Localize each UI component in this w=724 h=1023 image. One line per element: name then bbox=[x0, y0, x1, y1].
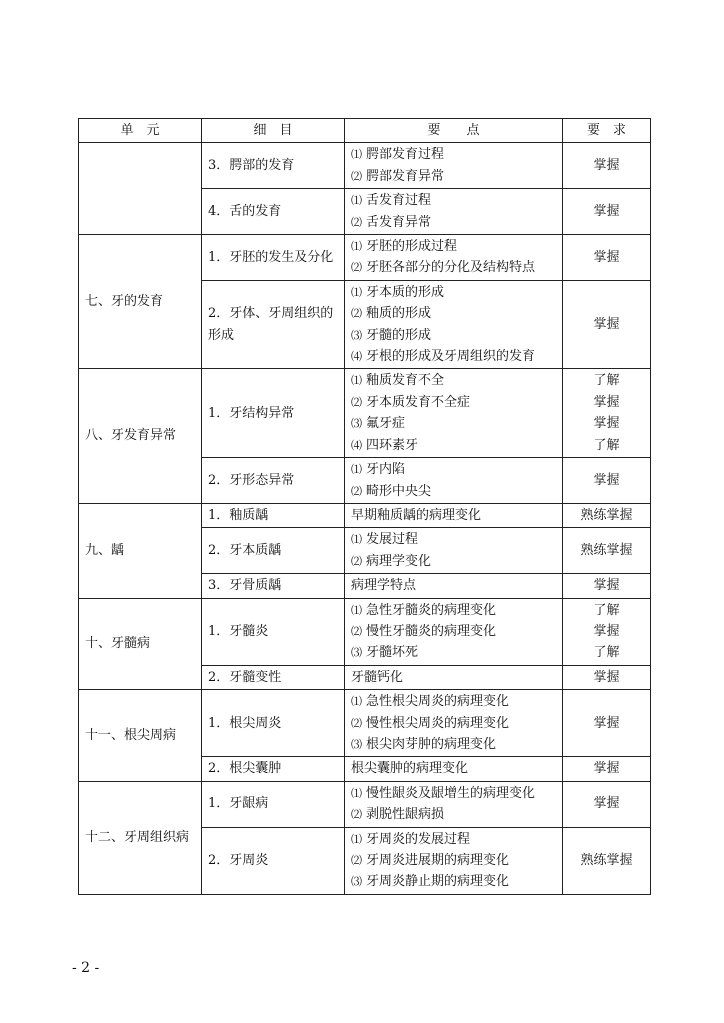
item-cell: 1．根尖周炎 bbox=[202, 690, 345, 757]
point-line bbox=[351, 505, 556, 526]
requirement-level: 掌握 bbox=[593, 796, 620, 812]
point-number: ⑵ bbox=[351, 854, 362, 867]
requirement-level: 了解 bbox=[593, 645, 620, 661]
point-line bbox=[351, 804, 556, 825]
requirement-level: 掌握 bbox=[593, 623, 620, 639]
table-row bbox=[79, 781, 651, 827]
point-number: ⑴ bbox=[351, 374, 362, 388]
point-text: 釉质的形成 bbox=[366, 306, 432, 322]
unit-cell: 七、牙的发育 bbox=[79, 235, 202, 369]
point-line bbox=[351, 713, 556, 734]
requirement-cell bbox=[563, 143, 651, 189]
requirement-cell bbox=[563, 235, 651, 281]
requirement-level: 了解 bbox=[593, 437, 620, 453]
point-text: 腭部发育异常 bbox=[366, 168, 445, 184]
header-points: 要 点 bbox=[345, 119, 563, 143]
unit-cell: 十一、根尖周病 bbox=[79, 690, 202, 782]
point-line bbox=[351, 282, 556, 303]
point-line bbox=[351, 392, 556, 413]
point-line bbox=[351, 481, 556, 502]
point-number: ⑵ bbox=[351, 484, 362, 498]
item-cell: 1．釉质龋 bbox=[202, 503, 345, 527]
point-number: ⑶ bbox=[351, 737, 362, 751]
header-unit: 单 元 bbox=[79, 119, 202, 143]
requirement-cell bbox=[563, 598, 651, 665]
point-line bbox=[351, 190, 556, 211]
point-number: ⑴ bbox=[351, 786, 362, 800]
point-number: ⑵ bbox=[351, 554, 362, 568]
point-number: ⑷ bbox=[351, 438, 362, 452]
point-number: ⑴ bbox=[351, 832, 362, 846]
point-number: ⑴ bbox=[351, 603, 362, 617]
requirement-level: 掌握 bbox=[593, 203, 620, 219]
table-body bbox=[79, 143, 651, 894]
point-text: 病理学变化 bbox=[366, 553, 432, 569]
point-text: 病理学特点 bbox=[351, 578, 417, 594]
header-requirement: 要 求 bbox=[563, 119, 651, 143]
requirement-cell bbox=[563, 757, 651, 781]
point-text: 牙髓钙化 bbox=[351, 669, 404, 685]
points-cell bbox=[345, 690, 563, 757]
point-text: 四环素牙 bbox=[366, 437, 419, 453]
point-number: ⑶ bbox=[351, 328, 362, 342]
requirement-level: 掌握 bbox=[593, 761, 620, 777]
item-cell: 1．牙龈病 bbox=[202, 781, 345, 827]
point-number: ⑴ bbox=[351, 285, 362, 299]
points-cell bbox=[345, 827, 563, 894]
requirement-cell bbox=[563, 574, 651, 598]
point-number: ⑵ bbox=[351, 307, 362, 321]
point-line bbox=[351, 303, 556, 324]
requirement-cell bbox=[563, 690, 651, 757]
requirement-cell bbox=[563, 189, 651, 235]
point-number: ⑵ bbox=[351, 395, 362, 409]
point-line bbox=[351, 325, 556, 346]
point-number: ⑶ bbox=[351, 646, 362, 660]
unit-cell: 十二、牙周组织病 bbox=[79, 781, 202, 894]
requirement-level: 掌握 bbox=[593, 394, 620, 410]
point-text: 根尖囊肿的病理变化 bbox=[351, 761, 469, 777]
requirement-cell bbox=[563, 827, 651, 894]
table-row bbox=[79, 690, 651, 757]
point-number: ⑵ bbox=[351, 808, 362, 822]
point-text: 舌发育过程 bbox=[366, 193, 432, 209]
point-number: ⑵ bbox=[351, 169, 362, 183]
item-cell: 2．牙本质龋 bbox=[202, 528, 345, 574]
requirement-level: 掌握 bbox=[593, 472, 620, 488]
requirement-level: 熟练掌握 bbox=[580, 853, 633, 868]
syllabus-table bbox=[78, 118, 651, 895]
points-cell bbox=[345, 369, 563, 458]
point-number: ⑵ bbox=[351, 624, 362, 638]
requirement-level: 熟练掌握 bbox=[580, 507, 633, 523]
item-cell: 3．牙骨质龋 bbox=[202, 574, 345, 598]
requirement-cell bbox=[563, 369, 651, 458]
requirement-level: 掌握 bbox=[593, 158, 620, 174]
point-line bbox=[351, 551, 556, 572]
points-cell bbox=[345, 503, 563, 527]
point-text: 早期釉质龋的病理变化 bbox=[351, 507, 482, 523]
table-row bbox=[79, 235, 651, 281]
item-cell: 1．牙结构异常 bbox=[202, 369, 345, 458]
point-number: ⑴ bbox=[351, 194, 362, 208]
requirement-level: 掌握 bbox=[593, 715, 620, 731]
requirement-cell bbox=[563, 280, 651, 369]
point-text: 牙本质的形成 bbox=[366, 284, 445, 300]
point-line bbox=[351, 413, 556, 434]
item-cell: 1．牙胚的发生及分化 bbox=[202, 235, 345, 281]
item-cell: 3．腭部的发育 bbox=[202, 143, 345, 189]
table-row bbox=[79, 369, 651, 458]
point-text: 牙周炎静止期的病理变化 bbox=[366, 874, 510, 890]
point-text: 急性牙髓炎的病理变化 bbox=[366, 602, 497, 618]
point-line bbox=[351, 236, 556, 257]
point-text: 釉质发育不全 bbox=[366, 373, 445, 389]
point-number: ⑶ bbox=[351, 417, 362, 431]
point-text: 畸形中央尖 bbox=[366, 483, 432, 499]
item-cell: 2．牙形态异常 bbox=[202, 458, 345, 504]
point-text: 根尖肉芽肿的病理变化 bbox=[366, 736, 497, 752]
point-line bbox=[351, 529, 556, 550]
point-number: ⑶ bbox=[351, 875, 362, 889]
item-cell: 2．牙周炎 bbox=[202, 827, 345, 894]
point-line bbox=[351, 871, 556, 892]
point-line bbox=[351, 829, 556, 850]
points-cell bbox=[345, 757, 563, 781]
point-number: ⑴ bbox=[351, 463, 362, 477]
point-line bbox=[351, 435, 556, 456]
point-line bbox=[351, 459, 556, 480]
unit-cell bbox=[79, 143, 202, 235]
point-text: 牙周炎的发展过程 bbox=[366, 831, 471, 847]
point-line bbox=[351, 212, 556, 233]
point-text: 牙髓坏死 bbox=[366, 645, 419, 661]
requirement-level: 掌握 bbox=[593, 316, 620, 332]
unit-cell: 九、龋 bbox=[79, 503, 202, 598]
requirement-cell bbox=[563, 665, 651, 689]
item-cell: 2．根尖囊肿 bbox=[202, 757, 345, 781]
points-cell bbox=[345, 574, 563, 598]
unit-cell: 十、牙髓病 bbox=[79, 598, 202, 690]
item-cell: 1．牙髓炎 bbox=[202, 598, 345, 665]
point-line bbox=[351, 144, 556, 165]
point-text: 牙髓的形成 bbox=[366, 327, 432, 343]
requirement-level: 掌握 bbox=[593, 416, 620, 432]
point-line bbox=[351, 257, 556, 278]
points-cell bbox=[345, 143, 563, 189]
point-text: 发展过程 bbox=[366, 532, 419, 548]
points-cell bbox=[345, 458, 563, 504]
point-line bbox=[351, 667, 556, 688]
requirement-level: 了解 bbox=[593, 373, 620, 389]
point-text: 慢性根尖周炎的病理变化 bbox=[366, 715, 510, 731]
requirement-cell bbox=[563, 503, 651, 527]
point-text: 慢性牙髓炎的病理变化 bbox=[366, 623, 497, 639]
item-cell: 2．牙体、牙周组织的形成 bbox=[202, 280, 345, 369]
point-line bbox=[351, 691, 556, 712]
point-line bbox=[351, 600, 556, 621]
point-number: ⑵ bbox=[351, 215, 362, 229]
page-number: - 2 - bbox=[72, 960, 100, 976]
points-cell bbox=[345, 280, 563, 369]
point-line bbox=[351, 850, 556, 871]
point-text: 腭部发育过程 bbox=[366, 147, 445, 163]
point-text: 舌发育异常 bbox=[366, 214, 432, 230]
requirement-level: 掌握 bbox=[593, 669, 620, 685]
points-cell bbox=[345, 235, 563, 281]
point-text: 牙胚的形成过程 bbox=[366, 239, 458, 255]
point-text: 牙胚各部分的分化及结构特点 bbox=[366, 260, 536, 276]
point-text: 慢性龈炎及龈增生的病理变化 bbox=[366, 785, 536, 801]
point-text: 牙周炎进展期的病理变化 bbox=[366, 853, 510, 868]
point-number: ⑴ bbox=[351, 240, 362, 254]
table-row bbox=[79, 143, 651, 189]
point-line bbox=[351, 621, 556, 642]
point-text: 牙内陷 bbox=[366, 462, 406, 478]
point-line bbox=[351, 575, 556, 596]
point-line bbox=[351, 346, 556, 367]
point-number: ⑵ bbox=[351, 716, 362, 730]
points-cell bbox=[345, 665, 563, 689]
points-cell bbox=[345, 781, 563, 827]
point-number: ⑴ bbox=[351, 148, 362, 162]
requirement-level: 了解 bbox=[593, 602, 620, 618]
point-text: 氟牙症 bbox=[366, 416, 406, 432]
points-cell bbox=[345, 528, 563, 574]
points-cell bbox=[345, 189, 563, 235]
point-number: ⑴ bbox=[351, 695, 362, 709]
requirement-cell bbox=[563, 458, 651, 504]
unit-cell: 八、牙发育异常 bbox=[79, 369, 202, 503]
points-cell bbox=[345, 598, 563, 665]
requirement-level: 掌握 bbox=[593, 249, 620, 265]
header-item: 细 目 bbox=[202, 119, 345, 143]
point-text: 剥脱性龈病损 bbox=[366, 807, 445, 823]
item-cell: 4．舌的发育 bbox=[202, 189, 345, 235]
requirement-level: 熟练掌握 bbox=[580, 543, 633, 559]
point-text: 急性根尖周炎的病理变化 bbox=[366, 694, 510, 710]
point-number: ⑷ bbox=[351, 350, 362, 364]
point-line bbox=[351, 758, 556, 779]
point-line bbox=[351, 166, 556, 187]
requirement-cell bbox=[563, 528, 651, 574]
item-cell: 2．牙髓变性 bbox=[202, 665, 345, 689]
point-number: ⑴ bbox=[351, 533, 362, 547]
table-row bbox=[79, 503, 651, 527]
requirement-cell bbox=[563, 781, 651, 827]
requirement-level: 掌握 bbox=[593, 578, 620, 594]
point-number: ⑵ bbox=[351, 261, 362, 275]
point-line bbox=[351, 370, 556, 391]
point-line bbox=[351, 642, 556, 663]
point-text: 牙根的形成及牙周组织的发育 bbox=[366, 349, 536, 365]
header-row bbox=[79, 119, 651, 143]
point-text: 牙本质发育不全症 bbox=[366, 394, 471, 410]
point-line bbox=[351, 783, 556, 804]
point-line bbox=[351, 734, 556, 755]
table-row bbox=[79, 598, 651, 665]
